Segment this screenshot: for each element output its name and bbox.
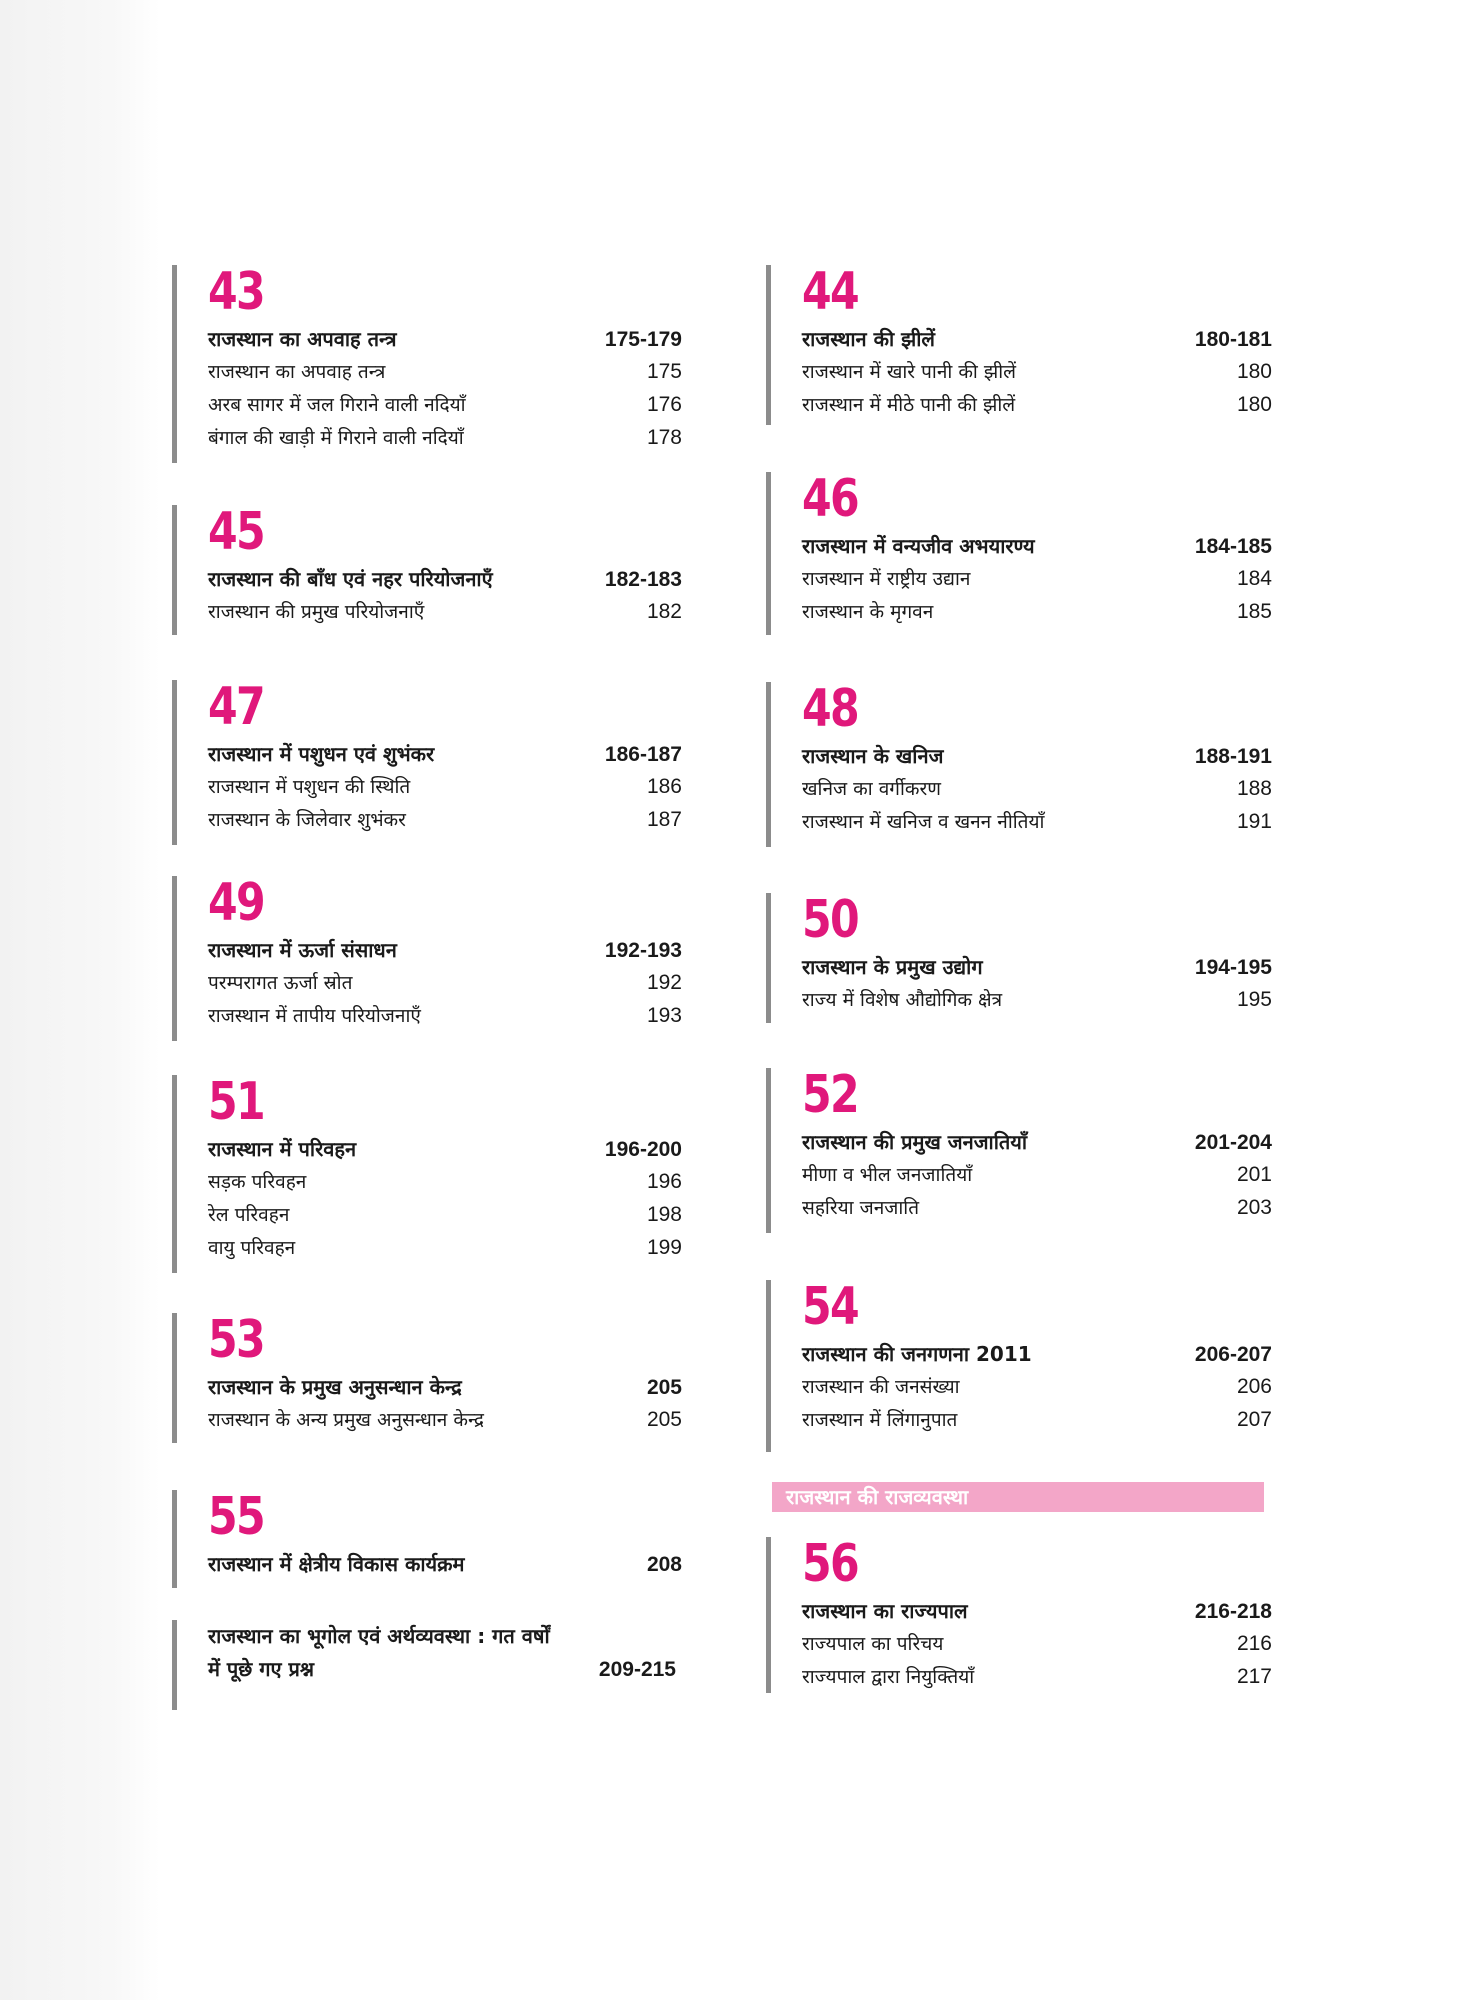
chapter-heading[interactable]: राजस्थान की बाँध एवं नहर परियोजनाएँ 182-183 bbox=[208, 567, 682, 591]
chapter-47 bbox=[172, 677, 682, 845]
chapter-bar bbox=[172, 680, 177, 845]
chapter-bar bbox=[766, 1068, 771, 1233]
toc-entry[interactable]: राजस्थान में लिंगानुपात 207 bbox=[802, 1408, 1272, 1431]
chapter-heading[interactable]: राजस्थान में पशुधन एवं शुभंकर 186-187 bbox=[208, 742, 682, 766]
chapter-heading[interactable]: राजस्थान के प्रमुख उद्योग 194-195 bbox=[802, 955, 1272, 979]
toc-entry[interactable]: राजस्थान में पशुधन की स्थिति 186 bbox=[208, 775, 682, 798]
chapter-number: 49 bbox=[208, 873, 265, 933]
toc-entry[interactable]: राजस्थान में राष्ट्रीय उद्यान 184 bbox=[802, 567, 1272, 590]
chapter-number: 45 bbox=[208, 502, 265, 562]
chapter-bar bbox=[172, 876, 177, 1041]
toc-entry[interactable]: राजस्थान के जिलेवार शुभंकर 187 bbox=[208, 808, 682, 831]
chapter-heading[interactable]: राजस्थान में क्षेत्रीय विकास कार्यक्रम 208 bbox=[208, 1552, 682, 1576]
chapter-bar bbox=[766, 1280, 771, 1452]
chapter-heading[interactable]: राजस्थान के खनिज 188-191 bbox=[802, 744, 1272, 768]
chapter-55 bbox=[172, 1487, 682, 1588]
toc-entry[interactable]: बंगाल की खाड़ी में गिराने वाली नदियाँ 178 bbox=[208, 426, 682, 449]
pyq-title-line-2[interactable]: में पूछे गए प्रश्न 209-215 bbox=[208, 1657, 676, 1681]
chapter-heading[interactable]: राजस्थान की प्रमुख जनजातियाँ 201-204 bbox=[802, 1130, 1272, 1154]
toc-entry[interactable]: रेल परिवहन 198 bbox=[208, 1203, 682, 1226]
chapter-number: 44 bbox=[802, 262, 859, 322]
toc-entry[interactable]: राज्य में विशेष औद्योगिक क्षेत्र 195 bbox=[802, 988, 1272, 1011]
toc-entry[interactable]: राज्यपाल द्वारा नियुक्तियाँ 217 bbox=[802, 1665, 1272, 1688]
chapter-number: 43 bbox=[208, 262, 265, 322]
section-band-polity: राजस्थान की राजव्यवस्था bbox=[772, 1482, 1264, 1512]
chapter-number: 54 bbox=[802, 1277, 859, 1337]
chapter-bar bbox=[172, 505, 177, 635]
chapter-heading[interactable]: राजस्थान का राज्यपाल 216-218 bbox=[802, 1599, 1272, 1623]
chapter-52 bbox=[766, 1065, 1272, 1233]
toc-entry[interactable]: राजस्थान के अन्य प्रमुख अनुसन्धान केन्द्र 205 bbox=[208, 1408, 682, 1431]
chapter-number: 56 bbox=[802, 1534, 859, 1594]
toc-entry[interactable]: राजस्थान में खनिज व खनन नीतियाँ 191 bbox=[802, 810, 1272, 833]
chapter-heading[interactable]: राजस्थान में ऊर्जा संसाधन 192-193 bbox=[208, 938, 682, 962]
chapter-bar bbox=[172, 1313, 177, 1443]
chapter-heading[interactable]: राजस्थान की झीलें 180-181 bbox=[802, 327, 1272, 351]
section-bar bbox=[172, 1620, 177, 1710]
toc-entry[interactable]: खनिज का वर्गीकरण 188 bbox=[802, 777, 1272, 800]
toc-entry[interactable]: मीणा व भील जनजातियाँ 201 bbox=[802, 1163, 1272, 1186]
toc-entry[interactable]: राजस्थान में मीठे पानी की झीलें 180 bbox=[802, 393, 1272, 416]
chapter-bar bbox=[766, 265, 771, 425]
toc-entry[interactable]: राजस्थान का अपवाह तन्त्र 175 bbox=[208, 360, 682, 383]
toc-entry[interactable]: परम्परागत ऊर्जा स्रोत 192 bbox=[208, 971, 682, 994]
chapter-48 bbox=[766, 679, 1272, 847]
chapter-number: 47 bbox=[208, 677, 265, 737]
toc-entry[interactable]: सड़क परिवहन 196 bbox=[208, 1170, 682, 1193]
chapter-49 bbox=[172, 873, 682, 1041]
chapter-54 bbox=[766, 1277, 1272, 1452]
chapter-bar bbox=[766, 682, 771, 847]
chapter-heading[interactable]: राजस्थान के प्रमुख अनुसन्धान केन्द्र 205 bbox=[208, 1375, 682, 1399]
chapter-53 bbox=[172, 1310, 682, 1443]
chapter-bar bbox=[766, 1537, 771, 1693]
toc-entry[interactable]: अरब सागर में जल गिराने वाली नदियाँ 176 bbox=[208, 393, 682, 416]
chapter-bar bbox=[172, 1075, 177, 1273]
chapter-bar bbox=[172, 1490, 177, 1588]
chapter-50 bbox=[766, 890, 1272, 1023]
chapter-number: 51 bbox=[208, 1072, 265, 1132]
chapter-heading[interactable]: राजस्थान में परिवहन 196-200 bbox=[208, 1137, 682, 1161]
chapter-46 bbox=[766, 469, 1272, 635]
chapter-heading[interactable]: राजस्थान की जनगणना 2011 206-207 bbox=[802, 1342, 1272, 1366]
chapter-number: 53 bbox=[208, 1310, 265, 1370]
chapter-number: 46 bbox=[802, 469, 859, 529]
toc-entry[interactable]: राजस्थान की प्रमुख परियोजनाएँ 182 bbox=[208, 600, 682, 623]
toc-entry[interactable]: सहरिया जनजाति 203 bbox=[802, 1196, 1272, 1219]
toc-entry[interactable]: राज्यपाल का परिचय 216 bbox=[802, 1632, 1272, 1655]
page-gutter-shadow bbox=[0, 0, 160, 2000]
toc-entry[interactable]: राजस्थान में तापीय परियोजनाएँ 193 bbox=[208, 1004, 682, 1027]
chapter-number: 50 bbox=[802, 890, 859, 950]
chapter-number: 48 bbox=[802, 679, 859, 739]
chapter-44 bbox=[766, 262, 1272, 425]
toc-entry[interactable]: राजस्थान के मृगवन 185 bbox=[802, 600, 1272, 623]
chapter-43 bbox=[172, 262, 682, 463]
chapter-bar bbox=[766, 472, 771, 635]
chapter-bar bbox=[172, 265, 177, 463]
chapter-bar bbox=[766, 893, 771, 1023]
toc-entry[interactable]: राजस्थान में खारे पानी की झीलें 180 bbox=[802, 360, 1272, 383]
toc-entry[interactable]: राजस्थान की जनसंख्या 206 bbox=[802, 1375, 1272, 1398]
chapter-heading[interactable]: राजस्थान में वन्यजीव अभयारण्य 184-185 bbox=[802, 534, 1272, 558]
pyq-title-line-1[interactable]: राजस्थान का भूगोल एवं अर्थव्यवस्था : गत वर्षों bbox=[208, 1624, 550, 1648]
chapter-heading[interactable]: राजस्थान का अपवाह तन्त्र 175-179 bbox=[208, 327, 682, 351]
chapter-number: 52 bbox=[802, 1065, 859, 1125]
chapter-45 bbox=[172, 502, 682, 635]
chapter-51 bbox=[172, 1072, 682, 1273]
previous-year-questions bbox=[172, 1620, 682, 1710]
chapter-number: 55 bbox=[208, 1487, 265, 1547]
toc-entry[interactable]: वायु परिवहन 199 bbox=[208, 1236, 682, 1259]
chapter-56 bbox=[766, 1534, 1272, 1693]
